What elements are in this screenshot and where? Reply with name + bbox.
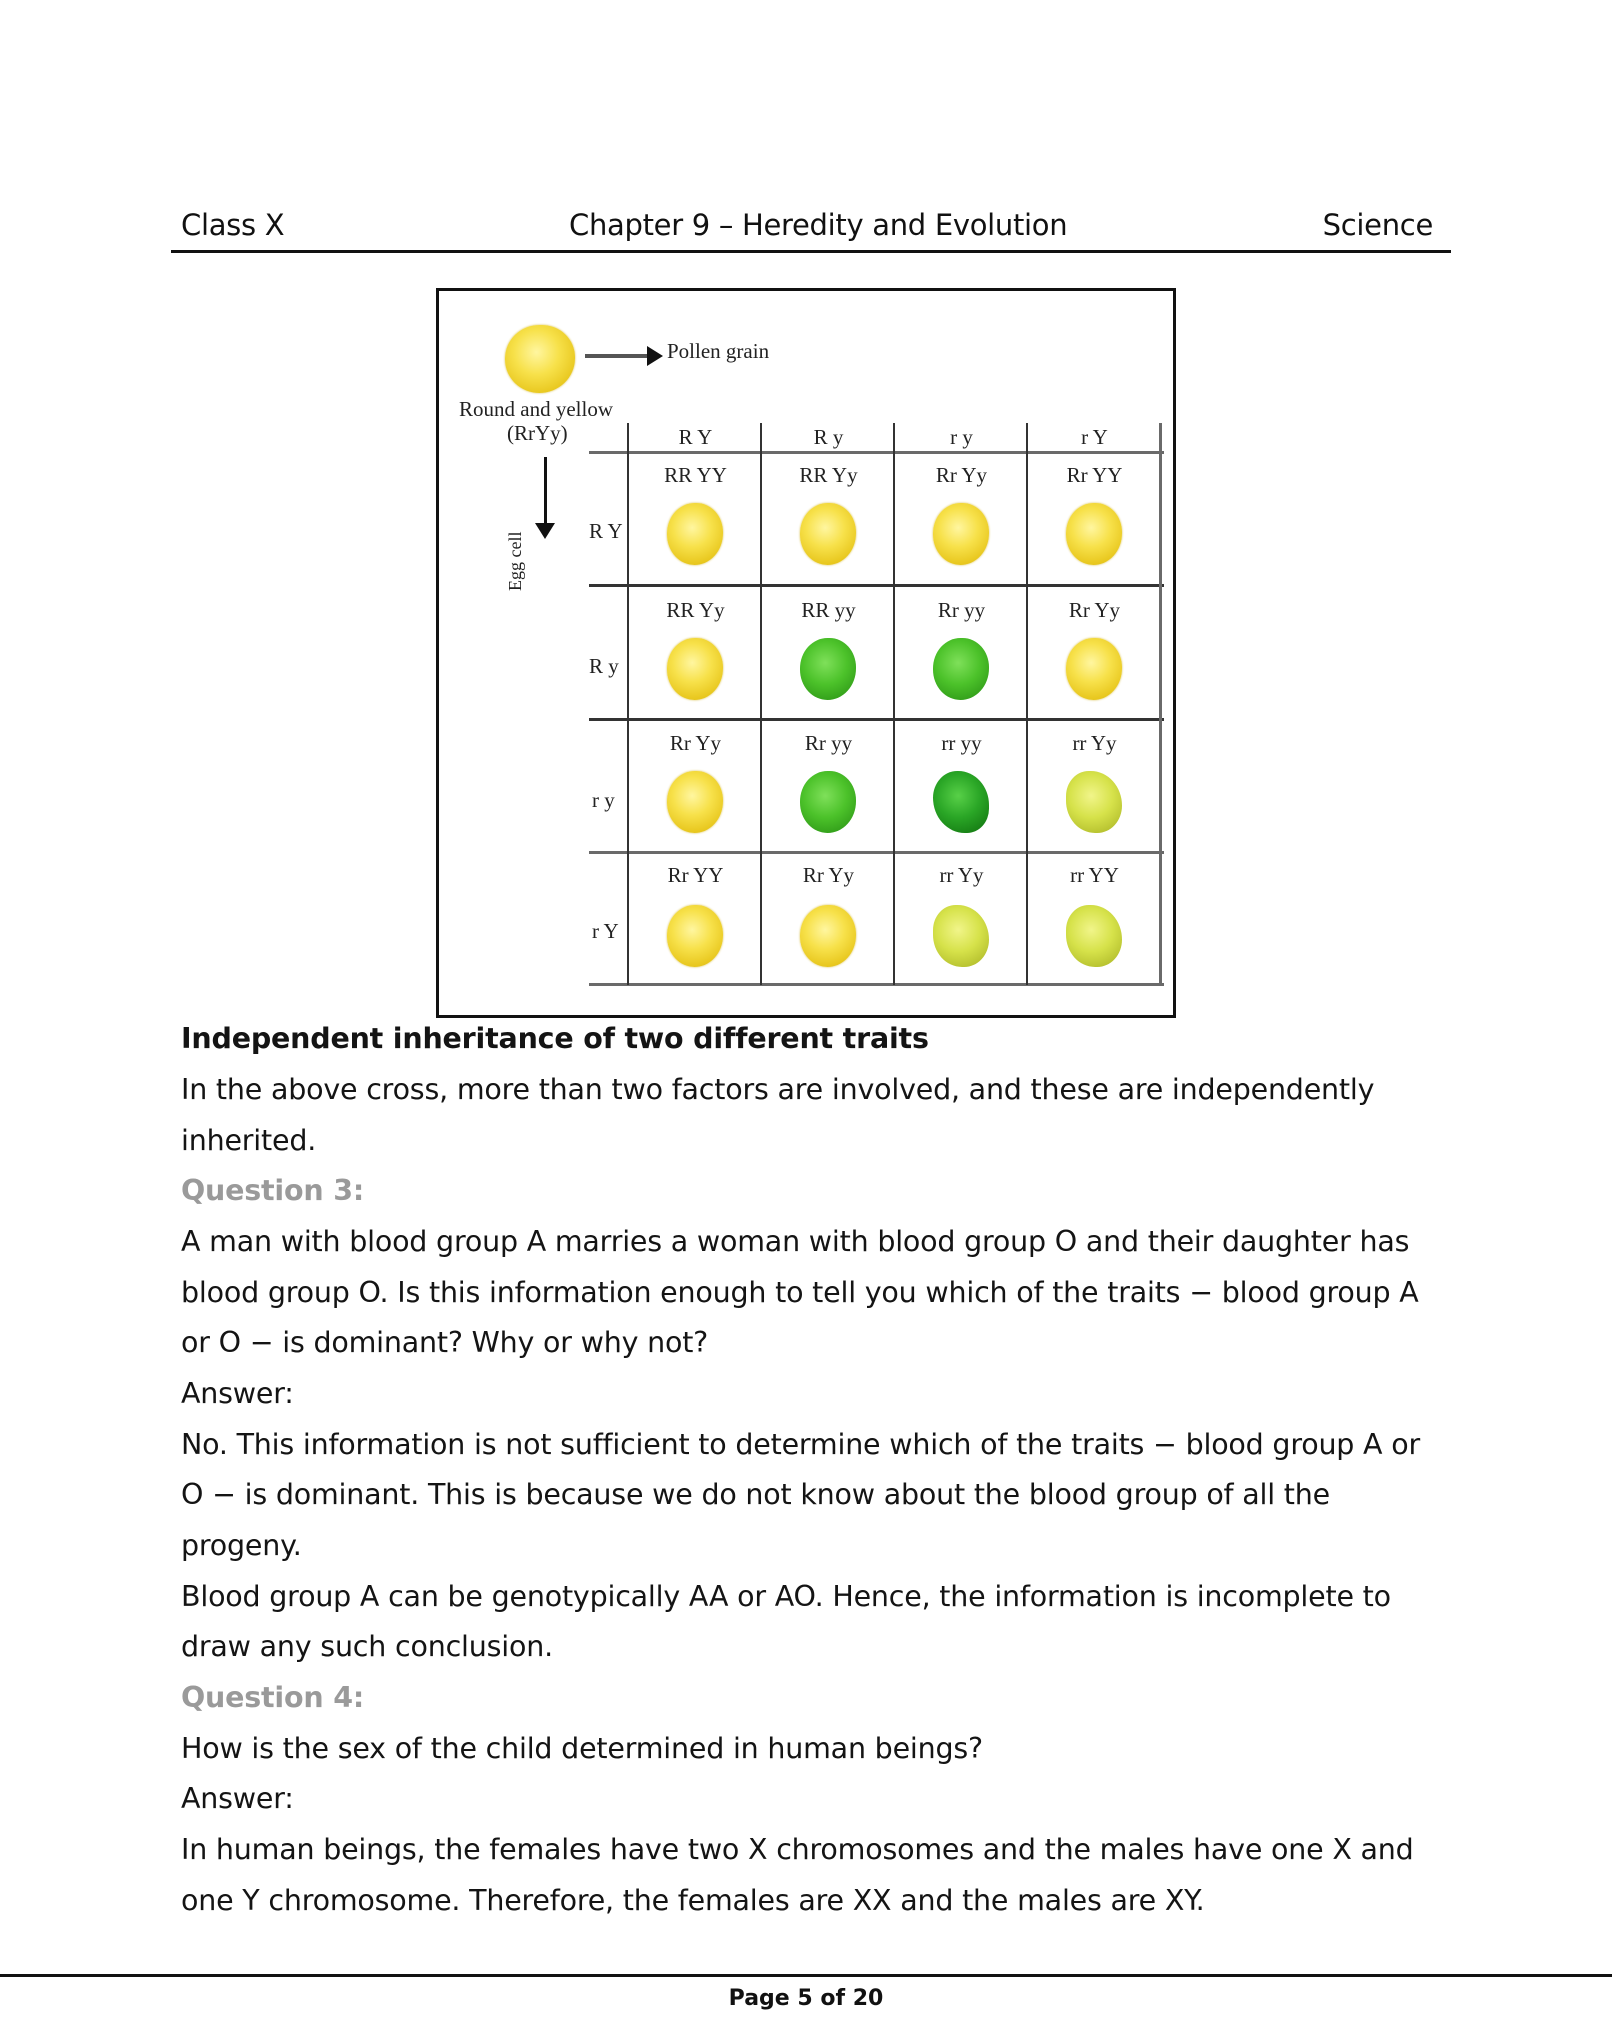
round-green-pea-icon [933, 638, 989, 700]
header-class: Class X [181, 208, 285, 242]
row-header: R Y [589, 519, 623, 543]
paragraph-line: inherited. [181, 1124, 317, 1157]
round-green-pea-icon [800, 771, 856, 833]
column-header: r y [950, 425, 973, 449]
cell-genotype: Rr YY [667, 863, 724, 887]
wrinkled-green-pea-icon [933, 771, 989, 833]
answer-line: O − is dominant. This is because we do not know about the blood group of all the [181, 1478, 1330, 1511]
egg-cell-label: Egg cell [505, 531, 525, 591]
grid-bottom-line [589, 983, 1164, 986]
cell-genotype: rr Yy [1072, 731, 1117, 755]
section-title: Independent inheritance of two different traits [181, 1022, 929, 1055]
round-yellow-pea-icon [1066, 638, 1122, 700]
cell-genotype: Rr YY [1066, 463, 1123, 487]
cell-genotype: rr YY [1070, 863, 1119, 887]
egg-arrowhead-icon [535, 523, 555, 539]
paragraph-line: In the above cross, more than two factors are involved, and these are independently [181, 1073, 1375, 1106]
round-yellow-pea-icon [667, 503, 723, 565]
grid-row-line [589, 851, 1164, 854]
row-header: r y [592, 788, 615, 812]
answer-line: No. This information is not sufficient to determine which of the traits − blood group A or [181, 1428, 1420, 1461]
cell-genotype: RR YY [664, 463, 727, 487]
grid-col-line [1159, 423, 1162, 985]
question-line: blood group O. Is this information enough to tell you which of the traits − blood group A [181, 1276, 1419, 1309]
answer-line: Blood group A can be genotypically AA or AO. Hence, the information is incomplete to [181, 1580, 1391, 1613]
question-line: or O − is dominant? Why or why not? [181, 1326, 709, 1359]
wrinkled-yellow-pea-icon [933, 905, 989, 967]
cell-genotype: Rr yy [937, 598, 986, 622]
header-chapter-title: Chapter 9 – Heredity and Evolution [569, 208, 1068, 242]
cell-genotype: rr Yy [939, 863, 984, 887]
question-line: How is the sex of the child determined in human beings? [181, 1732, 983, 1765]
cell-genotype: Rr Yy [802, 863, 855, 887]
column-header: R y [813, 425, 844, 449]
cell-genotype: RR Yy [799, 463, 858, 487]
round-yellow-pea-icon [933, 503, 989, 565]
question-4-heading: Question 4: [181, 1681, 365, 1714]
answer-label: Answer: [181, 1782, 294, 1815]
answer-line: draw any such conclusion. [181, 1630, 553, 1663]
answer-line: one Y chromosome. Therefore, the females are XX and the males are XY. [181, 1884, 1205, 1917]
grid-row-line [589, 584, 1164, 587]
cell-genotype: RR yy [801, 598, 856, 622]
footer-divider [0, 1974, 1612, 1977]
grid-col-line [893, 423, 895, 985]
pollen-arrow-icon [585, 354, 649, 358]
round-yellow-pea-icon [667, 638, 723, 700]
row-header: R y [589, 654, 619, 678]
parent-genotype: (RrYy) [507, 421, 568, 445]
parent-label: Round and yellow [459, 397, 613, 421]
row-header: r Y [592, 919, 619, 943]
round-yellow-pea-icon [800, 503, 856, 565]
round-yellow-pea-icon [667, 771, 723, 833]
column-header: R Y [678, 425, 713, 449]
grid-row-line [589, 718, 1164, 721]
cell-genotype: Rr Yy [669, 731, 722, 755]
cell-genotype: Rr Yy [1068, 598, 1121, 622]
round-green-pea-icon [800, 638, 856, 700]
pollen-grain-label: Pollen grain [667, 339, 770, 363]
egg-arrow-icon [544, 457, 547, 523]
wrinkled-yellow-pea-icon [1066, 771, 1122, 833]
grid-col-line [627, 423, 629, 985]
answer-line: progeny. [181, 1529, 302, 1562]
parent-pea-icon [505, 325, 575, 393]
pollen-arrowhead-icon [647, 346, 663, 366]
grid-header-line [589, 451, 1164, 454]
round-yellow-pea-icon [800, 905, 856, 967]
cell-genotype: RR Yy [666, 598, 725, 622]
answer-label: Answer: [181, 1377, 294, 1410]
cell-genotype: Rr yy [804, 731, 853, 755]
grid-col-line [760, 423, 762, 985]
answer-line: In human beings, the females have two X chromosomes and the males have one X and [181, 1833, 1414, 1866]
round-yellow-pea-icon [1066, 503, 1122, 565]
column-header: r Y [1081, 425, 1108, 449]
dihybrid-cross-figure [436, 288, 1176, 1018]
page-number: Page 5 of 20 [728, 1986, 884, 2011]
round-yellow-pea-icon [667, 905, 723, 967]
question-3-heading: Question 3: [181, 1174, 365, 1207]
wrinkled-yellow-pea-icon [1066, 905, 1122, 967]
question-line: A man with blood group A marries a woman with blood group O and their daughter has [181, 1225, 1410, 1258]
cell-genotype: rr yy [941, 731, 982, 755]
cell-genotype: Rr Yy [935, 463, 988, 487]
header-divider [171, 250, 1451, 253]
header-subject: Science [1322, 208, 1433, 242]
grid-col-line [1026, 423, 1028, 985]
